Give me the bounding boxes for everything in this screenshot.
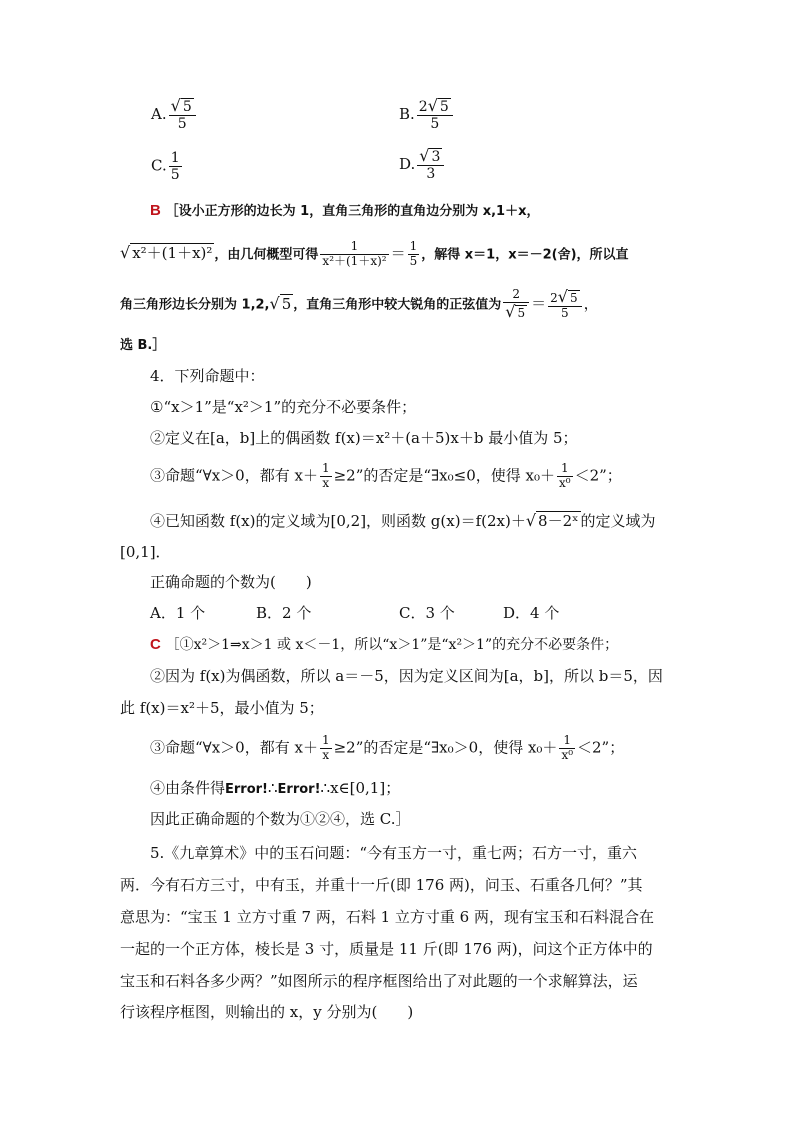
q4-p3-fraction-1	[320, 462, 332, 491]
s4-l4-pre: ③命题“∀x＞0，都有 x＋	[150, 738, 318, 757]
question-5-line-6: 行该程序框图，则输出的 x，y 分别为( )	[120, 1003, 414, 1021]
solution-3-frac2-num: 1	[409, 239, 418, 253]
choice-c	[151, 150, 184, 183]
question-5-line-1: 5.《九章算术》中的玉石问题：“今有玉方一寸，重七两；石方一寸，重六	[150, 844, 637, 862]
s4-l5-end: ∴x∈[0,1]；	[320, 779, 401, 797]
question-4-stem: 4．下列命题中：	[150, 367, 265, 385]
choice-d-den: 3	[426, 166, 436, 183]
q4-p3-frac2-num: 1	[557, 462, 573, 477]
choice-c-label: C.	[151, 156, 167, 175]
solution-3-frac3-den-radicand: 5	[517, 305, 526, 320]
solution-3-equals-1: ＝	[390, 244, 406, 263]
choice-c-num: 1	[170, 150, 180, 166]
question-4-option-a: A．1 个	[150, 604, 206, 622]
question-4-option-d: D．4 个	[503, 604, 560, 622]
choice-c-fraction	[169, 150, 182, 183]
s4-l4-frac1-num: 1	[321, 733, 330, 747]
solution-3-fraction-2	[408, 240, 420, 269]
s4-l4-mid: ≥2”的否定是“∃x₀＞0，使得 x₀＋	[333, 738, 558, 757]
q4-p4-radical: √ 8－2ˣ	[525, 511, 579, 530]
solution-3-fraction-4: $\frac{2√ 5}{5}$	[548, 288, 581, 321]
q4-p3-mid: ≥2”的否定是“∃x₀≤0，使得 x₀＋	[333, 466, 556, 485]
choice-a	[151, 97, 198, 132]
solution-3-radical-1: √ x²＋(1＋x)²	[120, 243, 213, 263]
choice-a-radicand: 5	[182, 99, 192, 115]
question-5-line-2: 两．今有石方三寸，中有玉，并重十一斤(即 176 两)，问玉、石重各几何？”其	[120, 876, 643, 894]
choice-b-radicand: 5	[439, 99, 449, 115]
question-5-line-4: 一起的一个正方体，棱长是 3 寸，质量是 11 斤(即 176 两)，问这个正方体中的	[120, 940, 653, 958]
solution-3-frac1-num: 1	[320, 240, 388, 255]
q4-p4-pre: ④已知函数 f(x)的定义域为[0,2]，则函数 g(x)＝f(2x)＋	[150, 512, 526, 530]
solution-3-frac1-den: x²＋(1＋x)²	[322, 253, 387, 268]
solution-3-frac3-num: 2	[503, 288, 529, 303]
solution-3-answer: B	[150, 202, 161, 219]
question-4-prop-4-cont: [0,1]．	[120, 543, 171, 561]
solution-3-text-2b: ，解得 x＝1，x＝－2(舍)，所以直	[421, 247, 629, 263]
solution-3-fraction-3: $\frac{2}{√ 5}$	[503, 288, 529, 321]
q4-p4-end: 的定义域为	[580, 512, 656, 530]
choice-d-label: D.	[399, 154, 416, 173]
choice-b-den: 5	[430, 116, 440, 133]
choice-d-radicand: 3	[431, 149, 441, 165]
q4-p3-end: ＜2”；	[574, 466, 622, 485]
q4-p4-radicand: 8－2ˣ	[538, 512, 579, 530]
s4-l4-frac2-den: x⁰	[561, 747, 574, 762]
s4-l4-frac1-den: x	[322, 747, 330, 762]
solution-3-fraction-1	[320, 240, 388, 269]
choice-b-label: B.	[399, 104, 415, 123]
solution-4-line-5	[150, 781, 400, 796]
choice-d	[399, 147, 446, 182]
choice-a-fraction: $\frac{√ 5}{5}$	[169, 97, 196, 132]
solution-3-radicand-2: 5	[281, 294, 292, 313]
question-4-prop-3	[150, 462, 622, 491]
question-4-ask: 正确命题的个数为( )	[150, 573, 312, 591]
q4-p3-frac2-den: x⁰	[559, 475, 571, 490]
solution-4-line-3: 此 f(x)＝x²＋5，最小值为 5；	[120, 699, 324, 717]
question-4-prop-4	[150, 513, 656, 529]
solution-3-line-2	[120, 240, 629, 269]
q4-p3-fraction-2	[557, 462, 573, 491]
solution-4-answer: C	[150, 636, 161, 653]
question-5-line-5: 宝玉和石料各多少两？”如图所示的程序框图给出了对此题的一个求解算法，运	[120, 972, 638, 990]
solution-4-text-1: ［①x²＞1⇒x＞1 或 x＜－1，所以“x＞1”是“x²＞1”的充分不必要条件；	[165, 637, 619, 653]
choice-d-fraction: $\frac{√ 3}{3}$	[417, 147, 444, 182]
solution-4-line-1	[150, 637, 618, 652]
solution-3-line-1	[150, 203, 539, 218]
choice-a-label: A.	[151, 104, 167, 123]
solution-3-equals-2: ＝	[531, 294, 547, 313]
s4-l5-error-1: Error!	[225, 782, 268, 797]
choice-b-fraction: $\frac{2√ 5}{5}$	[417, 97, 453, 132]
solution-3-frac2-den: 5	[409, 253, 418, 268]
choice-a-den: 5	[177, 116, 187, 133]
solution-3-radical-2: √ 5	[269, 293, 292, 313]
s4-l4-frac2-num: 1	[559, 734, 575, 749]
solution-3-radicand-1: x²＋(1＋x)²	[132, 244, 213, 263]
solution-3-text-3a: 角三角形边长分别为 1,2,	[120, 297, 270, 313]
solution-3-line-3	[120, 288, 599, 321]
choice-b	[399, 97, 455, 132]
s4-l5-error-2: Error!	[277, 782, 321, 797]
s4-l5-pre: ④由条件得	[150, 779, 226, 797]
solution-3-comma: ，	[583, 294, 599, 313]
question-5-line-3: 意思为：“宝玉 1 立方寸重 7 两，石料 1 立方寸重 6 两，现有宝玉和石料混合在	[120, 908, 654, 926]
q4-p3-frac1-num: 1	[321, 461, 330, 475]
solution-3-text-2a: ，由几何概型可得	[214, 247, 319, 263]
question-4-prop-1: ①“x＞1”是“x²＞1”的充分不必要条件；	[150, 398, 417, 416]
question-4-option-b: B．2 个	[256, 604, 312, 622]
s4-l4-fraction-1	[320, 734, 332, 763]
solution-3-frac4-radicand: 5	[569, 291, 578, 305]
solution-4-line-4	[150, 734, 624, 763]
solution-3-text-3b: ，直角三角形中较大锐角的正弦值为	[293, 297, 502, 313]
s4-l4-fraction-2	[559, 734, 575, 763]
solution-4-line-6: 因此正确命题的个数为①②④，选 C.］	[150, 810, 411, 828]
choice-b-coef: 2	[418, 99, 428, 115]
solution-3-frac4-coef: 2	[550, 291, 558, 305]
solution-3-text-1: ［设小正方形的边长为 1，直角三角形的直角边分别为 x,1＋x，	[165, 204, 540, 219]
solution-3-frac4-den: 5	[561, 306, 569, 321]
choice-c-den: 5	[170, 167, 180, 184]
question-4-option-c: C．3 个	[399, 604, 455, 622]
s4-l5-therefore: ∴	[268, 779, 278, 797]
q4-p3-frac1-den: x	[322, 475, 330, 490]
solution-3-line-4: 选 B.］	[120, 338, 166, 353]
solution-4-line-2: ②因为 f(x)为偶函数，所以 a＝－5，因为定义区间为[a，b]，所以 b＝5，因	[150, 667, 663, 685]
s4-l4-end: ＜2”；	[577, 738, 625, 757]
question-4-prop-2: ②定义在[a，b]上的偶函数 f(x)＝x²＋(a＋5)x＋b 最小值为 5；	[150, 429, 578, 447]
q4-p3-pre: ③命题“∀x＞0，都有 x＋	[150, 466, 318, 485]
